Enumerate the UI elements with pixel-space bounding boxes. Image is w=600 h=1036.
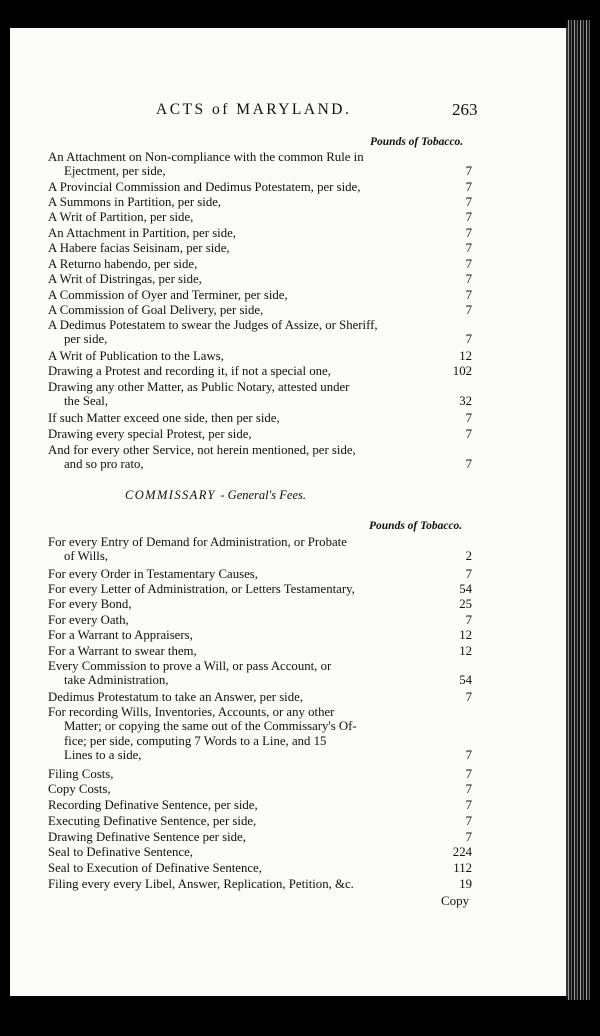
section-heading-sub: - General's Fees. bbox=[220, 488, 307, 502]
fee-amount: 7 bbox=[465, 830, 472, 844]
fee-row bbox=[48, 226, 472, 240]
fee-line: For recording Wills, Inventories, Accounts, or any other bbox=[48, 705, 335, 719]
fee-row bbox=[48, 349, 472, 363]
catchword: Copy bbox=[441, 893, 470, 908]
fee-row bbox=[48, 798, 472, 812]
page-edge bbox=[566, 20, 590, 1000]
fee-amount: 7 bbox=[465, 257, 472, 271]
fee-line: A Writ of Distringas, per side, bbox=[48, 272, 202, 286]
fee-row bbox=[48, 210, 472, 224]
fee-amount: 25 bbox=[459, 597, 472, 611]
fee-line: of Wills, bbox=[64, 549, 109, 564]
fee-row bbox=[48, 877, 472, 891]
fee-line: per side, bbox=[64, 332, 108, 347]
fee-line: Every Commission to prove a Will, or pass Account, or bbox=[48, 659, 332, 673]
fee-line: Recording Definative Sentence, per side, bbox=[48, 798, 258, 812]
fee-line: Drawing every special Protest, per side, bbox=[48, 427, 252, 441]
fee-line: and so pro rato, bbox=[64, 457, 144, 472]
fee-row bbox=[48, 845, 472, 859]
fee-line: For every Entry of Demand for Administration, or Probate bbox=[48, 535, 347, 549]
fee-row bbox=[48, 364, 472, 378]
fee-line: Filing Costs, bbox=[48, 767, 114, 781]
fee-row bbox=[48, 814, 472, 828]
fee-line: fice; per side, computing 7 Words to a Line, and 15 bbox=[64, 733, 327, 748]
fee-row bbox=[48, 690, 472, 704]
fee-line: Drawing a Protest and recording it, if not a special one, bbox=[48, 364, 331, 378]
fee-line: A Commission of Goal Delivery, per side, bbox=[48, 303, 264, 317]
fee-row bbox=[48, 288, 472, 302]
fee-row bbox=[48, 443, 472, 472]
fee-row bbox=[48, 767, 472, 781]
fee-line: For every Oath, bbox=[48, 613, 129, 627]
fee-line: Drawing any other Matter, as Public Notary, attested under bbox=[48, 380, 350, 394]
fee-amount: 7 bbox=[465, 288, 472, 302]
fee-row bbox=[48, 613, 472, 627]
fee-line: Seal to Definative Sentence, bbox=[48, 845, 193, 859]
fee-amount: 7 bbox=[465, 798, 472, 812]
fee-line: An Attachment in Partition, per side, bbox=[48, 226, 237, 240]
fee-amount: 12 bbox=[459, 628, 472, 642]
fee-amount: 7 bbox=[465, 427, 472, 441]
fee-amount: 7 bbox=[465, 411, 472, 425]
fee-amount: 7 bbox=[465, 226, 472, 240]
fee-line: Ejectment, per side, bbox=[64, 164, 166, 179]
running-head-title: ACTS of MARYLAND. bbox=[156, 101, 352, 118]
fee-row bbox=[48, 195, 472, 209]
fee-amount: 7 bbox=[465, 164, 472, 179]
fee-row bbox=[48, 150, 472, 179]
fee-line: Drawing Definative Sentence per side, bbox=[48, 830, 246, 844]
fee-line: A Writ of Publication to the Laws, bbox=[48, 349, 224, 363]
fee-line: A Returno habendo, per side, bbox=[48, 257, 198, 271]
fee-amount: 7 bbox=[465, 767, 472, 781]
fee-amount: 112 bbox=[453, 861, 472, 875]
fee-row bbox=[48, 644, 472, 658]
fee-row bbox=[48, 411, 472, 425]
fee-amount: 102 bbox=[452, 364, 472, 378]
fee-row bbox=[48, 318, 472, 347]
fee-row bbox=[48, 582, 472, 596]
fee-row bbox=[48, 861, 472, 875]
fee-line: For every Order in Testamentary Causes, bbox=[48, 567, 258, 581]
fee-amount: 224 bbox=[452, 845, 472, 859]
fee-amount: 7 bbox=[465, 613, 472, 627]
fee-row bbox=[48, 427, 472, 441]
fee-amount: 54 bbox=[459, 673, 472, 688]
fee-amount: 12 bbox=[459, 349, 472, 363]
fee-row bbox=[48, 257, 472, 271]
fee-amount: 7 bbox=[465, 180, 472, 194]
fee-row bbox=[48, 272, 472, 286]
fee-amount: 7 bbox=[465, 567, 472, 581]
fee-amount: 12 bbox=[459, 644, 472, 658]
fee-amount: 32 bbox=[459, 394, 472, 409]
fee-line: take Administration, bbox=[64, 673, 169, 688]
fee-row bbox=[48, 705, 472, 763]
fee-line: Lines to a side, bbox=[64, 748, 142, 763]
fee-line: For a Warrant to Appraisers, bbox=[48, 628, 193, 642]
fee-amount: 19 bbox=[459, 877, 472, 891]
fee-line: Copy Costs, bbox=[48, 782, 111, 796]
unit-header-top: Pounds of Tobacco. bbox=[370, 136, 464, 148]
fee-amount: 7 bbox=[465, 748, 472, 763]
fee-line: Executing Definative Sentence, per side, bbox=[48, 814, 257, 828]
fee-row bbox=[48, 241, 472, 255]
fee-amount: 7 bbox=[465, 195, 472, 209]
section-heading-main: COMMISSARY bbox=[125, 488, 216, 502]
fee-amount: 7 bbox=[465, 457, 472, 472]
fee-line: Matter; or copying the same out of the Commissary's Of- bbox=[64, 719, 357, 734]
unit-header-commissary: Pounds of Tobacco. bbox=[369, 520, 463, 532]
fee-line: A Habere facias Seisinam, per side, bbox=[48, 241, 230, 255]
fee-line: And for every other Service, not herein mentioned, per side, bbox=[48, 443, 356, 457]
fee-amount: 7 bbox=[465, 690, 472, 704]
fee-amount: 7 bbox=[465, 241, 472, 255]
fee-amount: 7 bbox=[465, 814, 472, 828]
fee-amount: 7 bbox=[465, 272, 472, 286]
fee-line: A Dedimus Potestatem to swear the Judges of Assize, or Sheriff, bbox=[48, 318, 378, 332]
fee-amount: 54 bbox=[459, 582, 472, 596]
fee-row bbox=[48, 628, 472, 642]
fee-row bbox=[48, 180, 472, 194]
fee-line: Filing every every Libel, Answer, Replication, Petition, &c. bbox=[48, 877, 354, 891]
fee-row bbox=[48, 830, 472, 844]
fee-line: If such Matter exceed one side, then per side, bbox=[48, 411, 280, 425]
fee-row bbox=[48, 380, 472, 409]
fee-line: For every Bond, bbox=[48, 597, 132, 611]
fee-line: A Commission of Oyer and Terminer, per side, bbox=[48, 288, 288, 302]
fee-line: Seal to Execution of Definative Sentence, bbox=[48, 861, 262, 875]
fee-row bbox=[48, 597, 472, 611]
fee-line: An Attachment on Non-compliance with the common Rule in bbox=[48, 150, 364, 164]
fee-line: A Writ of Partition, per side, bbox=[48, 210, 194, 224]
page-number: 263 bbox=[452, 100, 478, 119]
fee-line: Dedimus Protestatum to take an Answer, per side, bbox=[48, 690, 304, 704]
section-heading bbox=[125, 488, 306, 503]
fee-line: For a Warrant to swear them, bbox=[48, 644, 197, 658]
fee-line: A Provincial Commission and Dedimus Potestatem, per side, bbox=[48, 180, 361, 194]
fee-amount: 7 bbox=[465, 303, 472, 317]
fee-row bbox=[48, 567, 472, 581]
fee-row bbox=[48, 782, 472, 796]
fee-row bbox=[48, 303, 472, 317]
fee-line: the Seal, bbox=[64, 394, 109, 409]
fee-row bbox=[48, 659, 472, 688]
fee-amount: 7 bbox=[465, 782, 472, 796]
fee-row bbox=[48, 535, 472, 564]
fee-amount: 7 bbox=[465, 332, 472, 347]
fee-line: A Summons in Partition, per side, bbox=[48, 195, 222, 209]
fee-line: For every Letter of Administration, or Letters Testamentary, bbox=[48, 582, 355, 596]
fee-amount: 7 bbox=[465, 210, 472, 224]
fee-amount: 2 bbox=[465, 549, 472, 564]
